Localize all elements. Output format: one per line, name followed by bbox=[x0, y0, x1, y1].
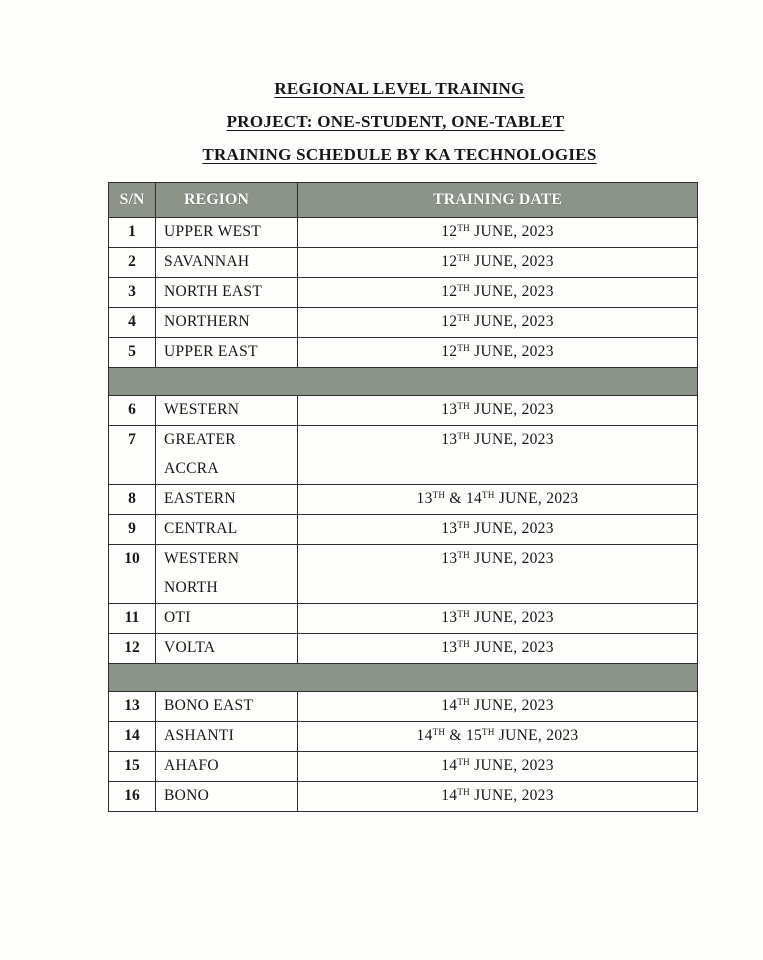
region-name-line: UPPER EAST bbox=[164, 343, 258, 360]
table-row bbox=[109, 692, 698, 722]
table-row bbox=[109, 218, 698, 248]
date-ordinal-suffix: TH bbox=[457, 520, 470, 530]
date-text: 13 bbox=[441, 550, 458, 567]
date-ordinal-suffix: TH bbox=[457, 639, 470, 649]
date-text: JUNE, 2023 bbox=[494, 490, 579, 507]
cell-training-date bbox=[298, 485, 698, 515]
group-separator-band bbox=[109, 664, 698, 692]
region-name-line: NORTH bbox=[164, 579, 218, 596]
group-separator-band bbox=[109, 368, 698, 396]
cell-sn: 4 bbox=[109, 308, 156, 338]
cell-sn: 14 bbox=[109, 722, 156, 752]
date-text: JUNE, 2023 bbox=[469, 757, 554, 774]
date-ordinal-suffix: TH bbox=[457, 283, 470, 293]
date-text: 13 bbox=[441, 401, 458, 418]
date-text: JUNE, 2023 bbox=[469, 313, 554, 330]
table-row bbox=[109, 308, 698, 338]
cell-sn: 13 bbox=[109, 692, 156, 722]
date-text: JUNE, 2023 bbox=[469, 787, 554, 804]
cell-sn: 10 bbox=[109, 545, 156, 604]
table-row bbox=[109, 515, 698, 545]
date-ordinal-suffix: TH bbox=[457, 343, 470, 353]
cell-sn: 6 bbox=[109, 396, 156, 426]
cell-sn: 9 bbox=[109, 515, 156, 545]
cell-region bbox=[156, 485, 298, 515]
cell-sn: 7 bbox=[109, 426, 156, 485]
date-text: 12 bbox=[441, 253, 458, 270]
date-ordinal-suffix: TH bbox=[482, 490, 495, 500]
date-text: JUNE, 2023 bbox=[469, 431, 554, 448]
date-ordinal-suffix: TH bbox=[457, 550, 470, 560]
cell-region bbox=[156, 248, 298, 278]
region-name-line: GREATER bbox=[164, 431, 236, 448]
date-text: 13 bbox=[416, 490, 433, 507]
cell-region bbox=[156, 545, 298, 604]
date-text: JUNE, 2023 bbox=[469, 520, 554, 537]
date-text: 13 bbox=[441, 609, 458, 626]
table-row bbox=[109, 722, 698, 752]
table-row bbox=[109, 485, 698, 515]
date-text: JUNE, 2023 bbox=[469, 401, 554, 418]
table-row bbox=[109, 426, 698, 485]
cell-training-date bbox=[298, 515, 698, 545]
training-schedule-table bbox=[108, 182, 698, 812]
cell-training-date bbox=[298, 545, 698, 604]
cell-region bbox=[156, 634, 298, 664]
region-name-line: VOLTA bbox=[164, 639, 216, 656]
cell-region bbox=[156, 752, 298, 782]
table-row bbox=[109, 634, 698, 664]
title-line-2: PROJECT: ONE-STUDENT, ONE-TABLET bbox=[226, 112, 565, 131]
cell-training-date bbox=[298, 426, 698, 485]
cell-region bbox=[156, 218, 298, 248]
region-name-line: ACCRA bbox=[164, 460, 219, 477]
cell-training-date bbox=[298, 604, 698, 634]
cell-training-date bbox=[298, 752, 698, 782]
date-text: 12 bbox=[441, 223, 458, 240]
date-text: JUNE, 2023 bbox=[469, 223, 554, 240]
cell-region bbox=[156, 782, 298, 812]
region-name-line: WESTERN bbox=[164, 401, 240, 418]
date-text: 12 bbox=[441, 313, 458, 330]
date-ordinal-suffix: TH bbox=[457, 223, 470, 233]
cell-training-date bbox=[298, 308, 698, 338]
column-header-region: REGION bbox=[156, 183, 298, 218]
region-name-line: BONO EAST bbox=[164, 697, 254, 714]
region-name-line: CENTRAL bbox=[164, 520, 238, 537]
date-text: JUNE, 2023 bbox=[469, 609, 554, 626]
region-name-line: AHAFO bbox=[164, 757, 219, 774]
date-ordinal-suffix: TH bbox=[457, 757, 470, 767]
table-row bbox=[109, 752, 698, 782]
date-text: 14 bbox=[441, 787, 458, 804]
cell-region bbox=[156, 604, 298, 634]
cell-region bbox=[156, 278, 298, 308]
region-name-line: BONO bbox=[164, 787, 210, 804]
date-ordinal-suffix: TH bbox=[457, 697, 470, 707]
cell-training-date bbox=[298, 692, 698, 722]
date-ordinal-suffix: TH bbox=[457, 401, 470, 411]
table-row bbox=[109, 782, 698, 812]
cell-sn: 12 bbox=[109, 634, 156, 664]
date-ordinal-suffix: TH bbox=[432, 490, 446, 500]
cell-region bbox=[156, 396, 298, 426]
date-ordinal-suffix: TH bbox=[457, 313, 470, 323]
cell-sn: 16 bbox=[109, 782, 156, 812]
table-row bbox=[109, 248, 698, 278]
date-text: 12 bbox=[441, 343, 458, 360]
cell-region bbox=[156, 515, 298, 545]
date-ordinal-suffix: TH bbox=[432, 727, 446, 737]
date-ordinal-suffix: TH bbox=[482, 727, 495, 737]
date-text: 12 bbox=[441, 283, 458, 300]
date-text: JUNE, 2023 bbox=[494, 727, 579, 744]
cell-training-date bbox=[298, 396, 698, 426]
date-ordinal-suffix: TH bbox=[457, 431, 470, 441]
cell-region bbox=[156, 692, 298, 722]
cell-region bbox=[156, 426, 298, 485]
date-text: 13 bbox=[441, 520, 458, 537]
cell-training-date bbox=[298, 248, 698, 278]
region-name-line: WESTERN bbox=[164, 550, 240, 567]
column-header-training-date: TRAINING DATE bbox=[298, 183, 698, 218]
table-row bbox=[109, 604, 698, 634]
date-text: & 15 bbox=[445, 727, 483, 744]
date-text: JUNE, 2023 bbox=[469, 283, 554, 300]
date-text: JUNE, 2023 bbox=[469, 253, 554, 270]
date-text: 13 bbox=[441, 431, 458, 448]
cell-region bbox=[156, 722, 298, 752]
cell-region bbox=[156, 338, 298, 368]
table-header-row bbox=[109, 183, 698, 218]
date-ordinal-suffix: TH bbox=[457, 609, 470, 619]
date-text: & 14 bbox=[445, 490, 483, 507]
region-name-line: SAVANNAH bbox=[164, 253, 250, 270]
date-text: JUNE, 2023 bbox=[469, 343, 554, 360]
date-text: JUNE, 2023 bbox=[469, 550, 554, 567]
cell-sn: 5 bbox=[109, 338, 156, 368]
date-ordinal-suffix: TH bbox=[457, 787, 470, 797]
table-row bbox=[109, 396, 698, 426]
cell-sn: 1 bbox=[109, 218, 156, 248]
date-text: 13 bbox=[441, 639, 458, 656]
cell-training-date bbox=[298, 722, 698, 752]
date-text: 14 bbox=[441, 757, 458, 774]
cell-sn: 8 bbox=[109, 485, 156, 515]
date-text: 14 bbox=[441, 697, 458, 714]
table-body bbox=[109, 218, 698, 812]
cell-region bbox=[156, 308, 298, 338]
cell-training-date bbox=[298, 782, 698, 812]
date-text: JUNE, 2023 bbox=[469, 697, 554, 714]
table-row bbox=[109, 545, 698, 604]
cell-sn: 11 bbox=[109, 604, 156, 634]
cell-training-date bbox=[298, 338, 698, 368]
table-row bbox=[109, 338, 698, 368]
region-name-line: EASTERN bbox=[164, 490, 236, 507]
group-separator-row bbox=[109, 368, 698, 396]
cell-training-date bbox=[298, 278, 698, 308]
cell-training-date bbox=[298, 218, 698, 248]
region-name-line: NORTH EAST bbox=[164, 283, 263, 300]
title-line-3: TRAINING SCHEDULE BY KA TECHNOLOGIES bbox=[202, 145, 597, 164]
document-headings bbox=[0, 74, 763, 173]
date-text: 14 bbox=[416, 727, 433, 744]
title-line-1: REGIONAL LEVEL TRAINING bbox=[274, 79, 525, 98]
table-row bbox=[109, 278, 698, 308]
region-name-line: ASHANTI bbox=[164, 727, 235, 744]
date-ordinal-suffix: TH bbox=[457, 253, 470, 263]
column-header-sn: S/N bbox=[109, 183, 156, 218]
cell-sn: 15 bbox=[109, 752, 156, 782]
region-name-line: UPPER WEST bbox=[164, 223, 262, 240]
cell-sn: 3 bbox=[109, 278, 156, 308]
cell-training-date bbox=[298, 634, 698, 664]
group-separator-row bbox=[109, 664, 698, 692]
cell-sn: 2 bbox=[109, 248, 156, 278]
region-name-line: OTI bbox=[164, 609, 191, 626]
date-text: JUNE, 2023 bbox=[469, 639, 554, 656]
region-name-line: NORTHERN bbox=[164, 313, 250, 330]
